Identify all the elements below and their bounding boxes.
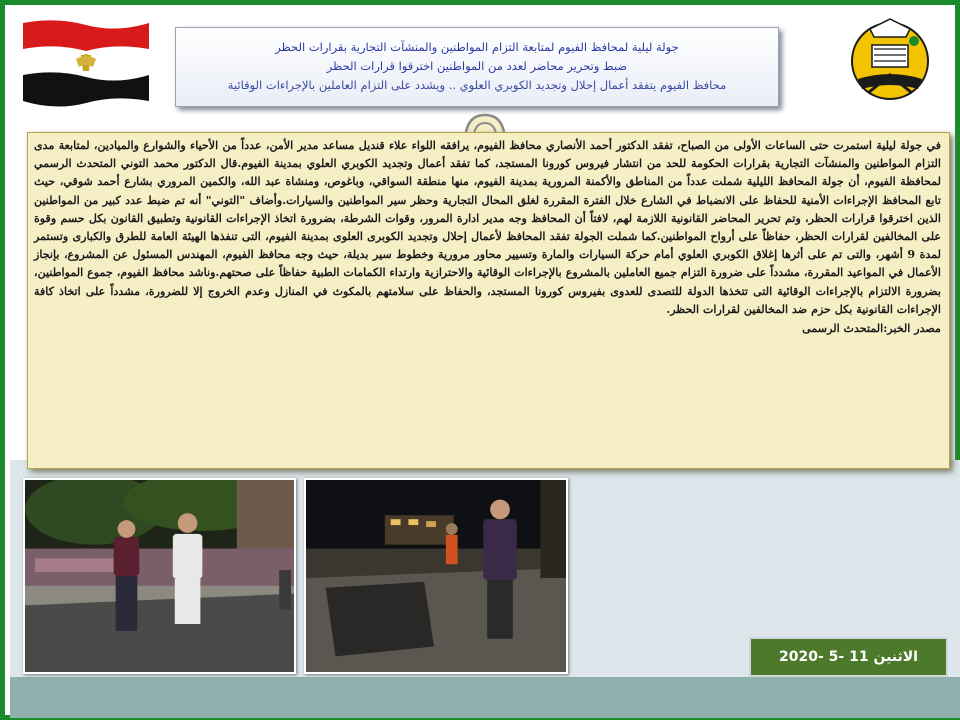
headline-line-1: جولة ليلية لمحافظ الفيوم لمتابعة التزام المواطنين والمنشآت التجارية بقرارات الحظر [275, 40, 679, 54]
fayoum-governorate-logo [848, 15, 933, 105]
street-inspection-photo [23, 478, 296, 674]
headline-box [175, 27, 779, 107]
headline-line-2: ضبط وتحرير محاضر لعدد من المواطنين اخترقوا قرارات الحظر [326, 59, 628, 73]
article-source: مصدر الخبر:المتحدث الرسمى [802, 322, 941, 336]
date-badge: الاثنين 11 -5 -2020 [749, 637, 948, 677]
headline-line-3: محافظ الفيوم يتفقد أعمال إحلال وتجديد الكوبري العلوي .. ويشدد على التزام العاملين بالإجراءات الوقائية [227, 78, 727, 92]
egypt-flag-icon [21, 17, 151, 107]
bridge-works-photo [304, 478, 568, 674]
news-article [27, 132, 950, 469]
bottom-strip [10, 677, 960, 718]
article-body: في جولة ليلية استمرت حتى الساعات الأولى من الصباح، تفقد الدكتور أحمد الأنصاري محافظ الفيوم، يرافقه اللواء علاء قنديل مساعد مدير الأمن، عدداً من الأحياء والشوارع والميادين، لمتابعة مدى التزام المواطنين والمنشآت التجارية بقرارات الحكومة للحد من انتشار فيروس كورونا المستجد، كما تفقد أعمال وتجديد الكوبري العلوي بمدينة الفيوم.قال الدكتور محمد التوني المتحدث الرسمي لمحافظة الفيوم، أن جولة المحافظ الليلية شملت عدداً من المناطق والأكمنة المرورية بمدينة الفيوم، منها منطقة السواقي، وباغوص، ومنشاة عبد الله، والكمين المروري بشارع أحمد شوقي، حيث تابع المحافظ الإجراءات الأمنية للحفاظ على الانضباط في الشارع خلال الفترة المقررة لغلق المحال التجارية وحظر سير المواطنين والسيارات.وأضاف "التوني" أنه تم ضبط عدد كبير من المواطنين الذين اخترقوا قرارات الحظر، وتم تحرير المحاضر القانونية اللازمة لهم، لافتاً أن المحافظ وجه مدير ادارة المرور، وقوات الشرطة، بضرورة اتخاذ الإجراءات القانونية وتطبيق القانون بكل حسم وقوة على المخالفين لقرارات الحظر، حفاظاً على أرواح المواطنين.كما شملت الجولة تفقد المحافظ لأعمال إحلال وتجديد الكوبرى العلوى بمدينة الفيوم، التى تنفذها الهيئة العامة للطرق والكبارى وتستمر لمدة 9 أشهر، والتى تم على أثرها إغلاق الكوبري العلوي أمام حركة السيارات والمارة وتسيير محاور مرورية وخطوط سير بديلة، حيث وجه محافظ الفيوم، المهندس المسئول عن المشروع، بإنجاز الأعمال في المواعيد المقررة، مشدداً على ضرورة التزام جميع العاملين بالمشروع بالإجراءات الوقائية والاحترازية وارتداء الكمامات الطبية حفاظاً على صحتهم.وناشد محافظ الفيوم، جموع المواطنين، بضرورة الالتزام بالإجراءات الوقائية التى تتخذها الدولة للتصدى للعدوى بفيروس كورونا المستجد، والحفاظ على سلامتهم بالمكوث في المنازل وعدم الخروج إلا للضرورة، مشدداً على اتخاذ كافة الإجراءات القانونية بكل حزم ضد المخالفين لقرارات الحظر. [34, 139, 942, 316]
